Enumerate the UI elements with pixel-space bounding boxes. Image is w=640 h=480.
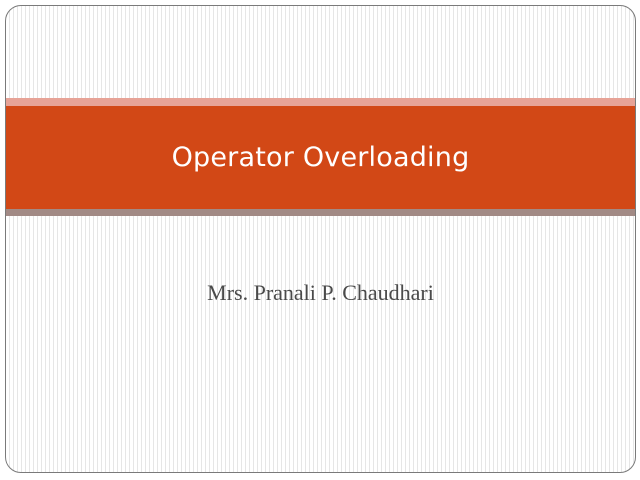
slide-title: Operator Overloading [171,142,470,173]
title-band-bottom-accent [6,209,635,216]
title-band [6,106,635,209]
slide-subtitle: Mrs. Pranali P. Chaudhari [207,280,434,305]
slide-canvas [5,5,636,473]
title-band-top-accent [6,98,635,106]
